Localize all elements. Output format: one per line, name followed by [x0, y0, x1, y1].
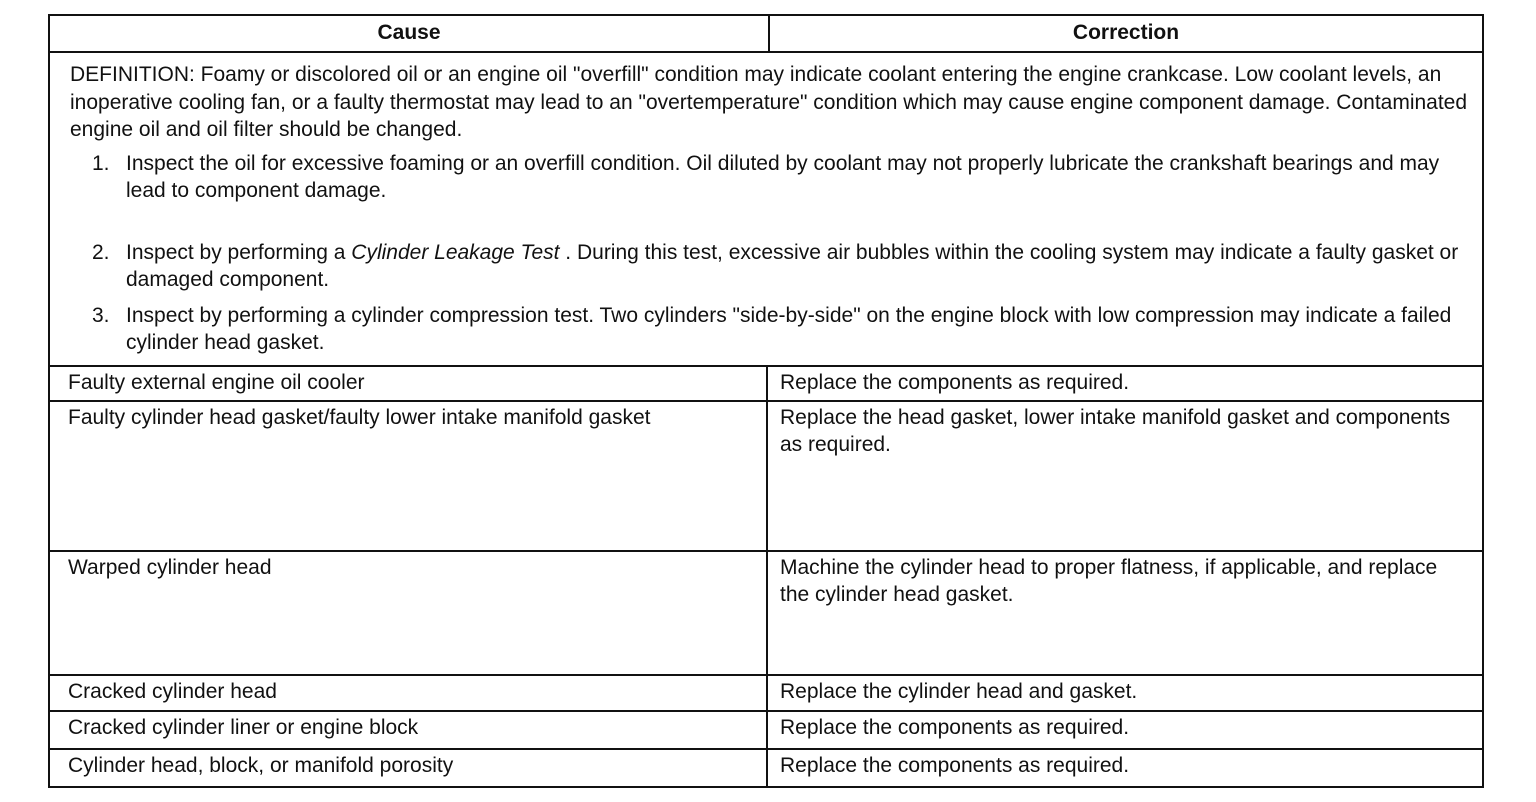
definition-row	[50, 51, 1482, 365]
inspection-step-1	[70, 150, 1472, 205]
step-text-prefix: Inspect by performing a	[126, 240, 352, 264]
table-row	[50, 400, 1482, 550]
cause-cell: Warped cylinder head	[50, 552, 768, 674]
step-text-suffix: . During this test, excessive air bubbles within the cooling system may indicate a faulty gasket or damaged component.	[126, 240, 1459, 291]
cause-cell: Cracked cylinder liner or engine block	[50, 712, 768, 748]
correction-cell: Replace the components as required.	[780, 716, 1130, 739]
table-row	[50, 748, 1482, 786]
table-row	[50, 365, 1482, 400]
diagnosis-table	[48, 14, 1484, 788]
test-name-reference: Cylinder Leakage Test	[351, 240, 560, 264]
table-header-row	[50, 16, 1482, 51]
cause-cell: Faulty external engine oil cooler	[50, 367, 768, 400]
table-row	[50, 550, 1482, 674]
cause-column-header: Cause	[50, 16, 770, 51]
step-spacer	[70, 205, 1472, 239]
step-text: Inspect by performing a cylinder compression test. Two cylinders "side-by-side" on the engine block with low compression may indicate a failed cylinder head gasket.	[126, 303, 1452, 354]
step-text	[126, 239, 1472, 294]
step-number: 1.	[92, 151, 110, 175]
step-number: 2.	[92, 240, 110, 264]
correction-cell: Replace the cylinder head and gasket.	[780, 680, 1138, 703]
cause-cell: Faulty cylinder head gasket/faulty lower intake manifold gasket	[50, 402, 768, 550]
correction-column-header: Correction	[1072, 21, 1180, 44]
step-text: Inspect the oil for excessive foaming or an overfill condition. Oil diluted by coolant may not properly lubricate the crankshaft bearings and may lead to component damage.	[126, 151, 1440, 202]
correction-cell: Machine the cylinder head to proper flatness, if applicable, and replace the cylinder head gasket.	[780, 556, 1438, 606]
definition-block	[50, 53, 1482, 365]
table-row	[50, 674, 1482, 710]
cause-cell: Cracked cylinder head	[50, 676, 768, 710]
correction-cell: Replace the head gasket, lower intake manifold gasket and components as required.	[780, 406, 1451, 456]
cause-cell: Cylinder head, block, or manifold porosity	[50, 750, 768, 786]
correction-cell: Replace the components as required.	[780, 754, 1130, 777]
inspection-step-3	[70, 302, 1472, 357]
inspection-step-2	[70, 239, 1472, 294]
table-row	[50, 710, 1482, 748]
definition-text: DEFINITION: Foamy or discolored oil or an engine oil "overfill" condition may indicate coolant entering the engine crankcase. Low coolant levels, an inoperative cooling fan, or a faulty thermostat may lead to an "overtemperature" condition which may cause engine component damage. Contaminated engine oil and oil filter should be changed.	[70, 63, 1468, 141]
step-number: 3.	[92, 303, 110, 327]
correction-cell: Replace the components as required.	[780, 371, 1130, 394]
inspection-steps	[70, 150, 1472, 357]
